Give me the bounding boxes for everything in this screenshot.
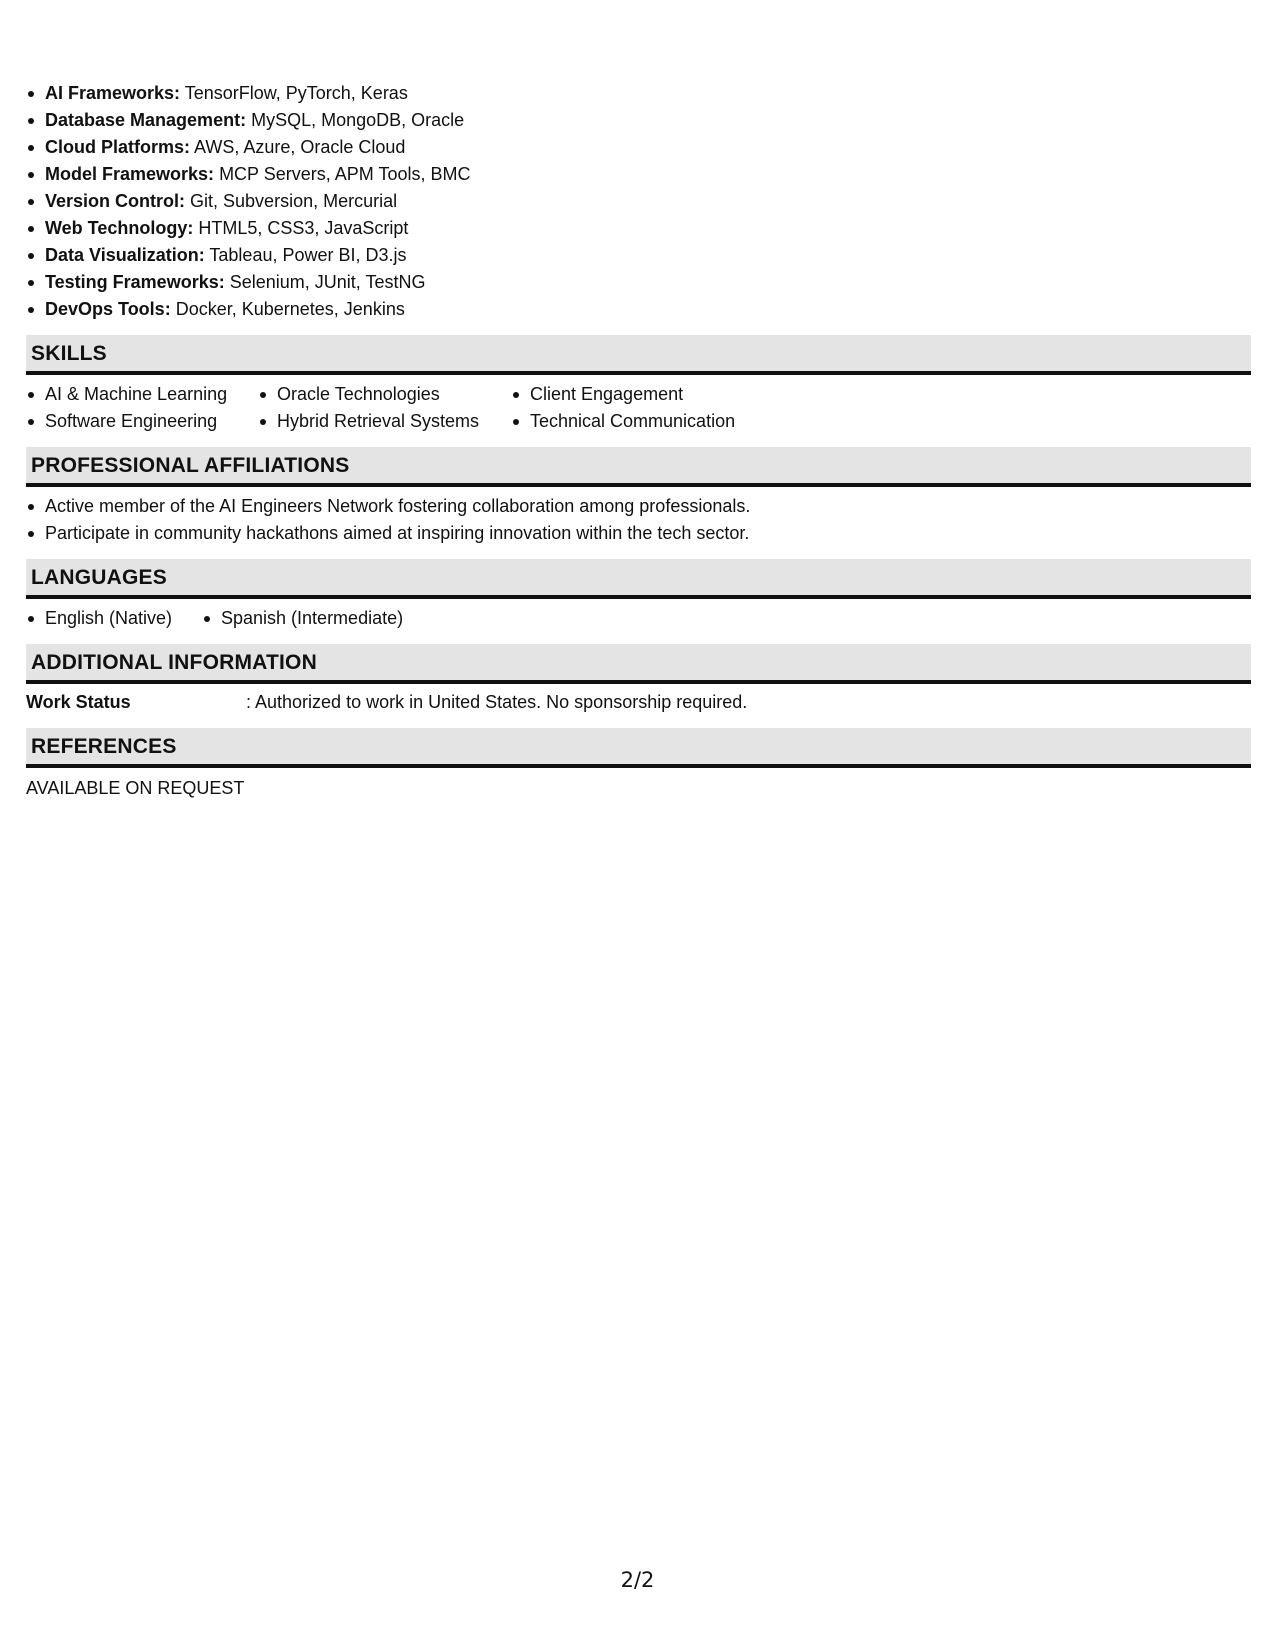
technical-item-label: Testing Frameworks: [45, 272, 225, 292]
skills-column-2 [258, 381, 511, 435]
languages-row [26, 599, 1251, 632]
languages-column-2 [202, 605, 403, 632]
page-number: 2/2 [620, 1568, 655, 1592]
skills-column-1 [26, 381, 258, 435]
affiliation-item: Participate in community hackathons aimed at inspiring innovation within the tech sector. [26, 520, 1251, 547]
technical-item [26, 80, 1251, 107]
affiliations-section-header: PROFESSIONAL AFFILIATIONS [26, 447, 1251, 487]
technical-item-label: DevOps Tools: [45, 299, 171, 319]
work-status-label: Work Status [26, 692, 131, 712]
technical-item-value: Tableau, Power BI, D3.js [209, 245, 407, 265]
references-text: AVAILABLE ON REQUEST [26, 778, 245, 798]
technical-item-value: Docker, Kubernetes, Jenkins [175, 299, 405, 319]
technical-skills-list [26, 80, 1251, 323]
technical-item-label: Cloud Platforms: [45, 137, 191, 157]
technical-item-label: Model Frameworks: [45, 164, 215, 184]
affiliation-item: Active member of the AI Engineers Network fostering collaboration among professionals. [26, 493, 1251, 520]
languages-section-header: LANGUAGES [26, 559, 1251, 599]
skill-item: Technical Communication [511, 408, 811, 435]
technical-item-value: Selenium, JUnit, TestNG [229, 272, 426, 292]
technical-item [26, 242, 1251, 269]
work-status-row [26, 684, 1251, 716]
skill-item: Client Engagement [511, 381, 811, 408]
technical-item-label: Database Management: [45, 110, 247, 130]
skills-column-3 [511, 381, 811, 435]
technical-item [26, 269, 1251, 296]
technical-item-value: MySQL, MongoDB, Oracle [251, 110, 465, 130]
skill-item: AI & Machine Learning [26, 381, 258, 408]
technical-item-label: Data Visualization: [45, 245, 205, 265]
languages-column-1 [26, 605, 202, 632]
references-section-header: REFERENCES [26, 728, 1251, 768]
technical-item [26, 188, 1251, 215]
affiliations-body [26, 487, 1251, 547]
technical-item [26, 107, 1251, 134]
technical-item-label: Version Control: [45, 191, 186, 211]
work-status-value: : Authorized to work in United States. No sponsorship required. [246, 692, 748, 712]
technical-item [26, 215, 1251, 242]
technical-item-value: TensorFlow, PyTorch, Keras [184, 83, 408, 103]
technical-item [26, 134, 1251, 161]
skills-section-header: SKILLS [26, 335, 1251, 375]
skill-item: Software Engineering [26, 408, 258, 435]
skill-item: Hybrid Retrieval Systems [258, 408, 511, 435]
technical-item-label: AI Frameworks: [45, 83, 181, 103]
resume-content [26, 80, 1251, 802]
technical-item [26, 161, 1251, 188]
technical-item [26, 296, 1251, 323]
language-item: Spanish (Intermediate) [202, 605, 403, 632]
affiliations-list [26, 493, 1251, 547]
technical-item-value: Git, Subversion, Mercurial [190, 191, 398, 211]
technical-item-label: Web Technology: [45, 218, 194, 238]
technical-item-value: MCP Servers, APM Tools, BMC [219, 164, 471, 184]
skills-columns [26, 375, 1251, 435]
technical-item-value: AWS, Azure, Oracle Cloud [194, 137, 406, 157]
additional-info-section-header: ADDITIONAL INFORMATION [26, 644, 1251, 684]
technical-item-value: HTML5, CSS3, JavaScript [198, 218, 409, 238]
skill-item: Oracle Technologies [258, 381, 511, 408]
language-item: English (Native) [26, 605, 172, 632]
